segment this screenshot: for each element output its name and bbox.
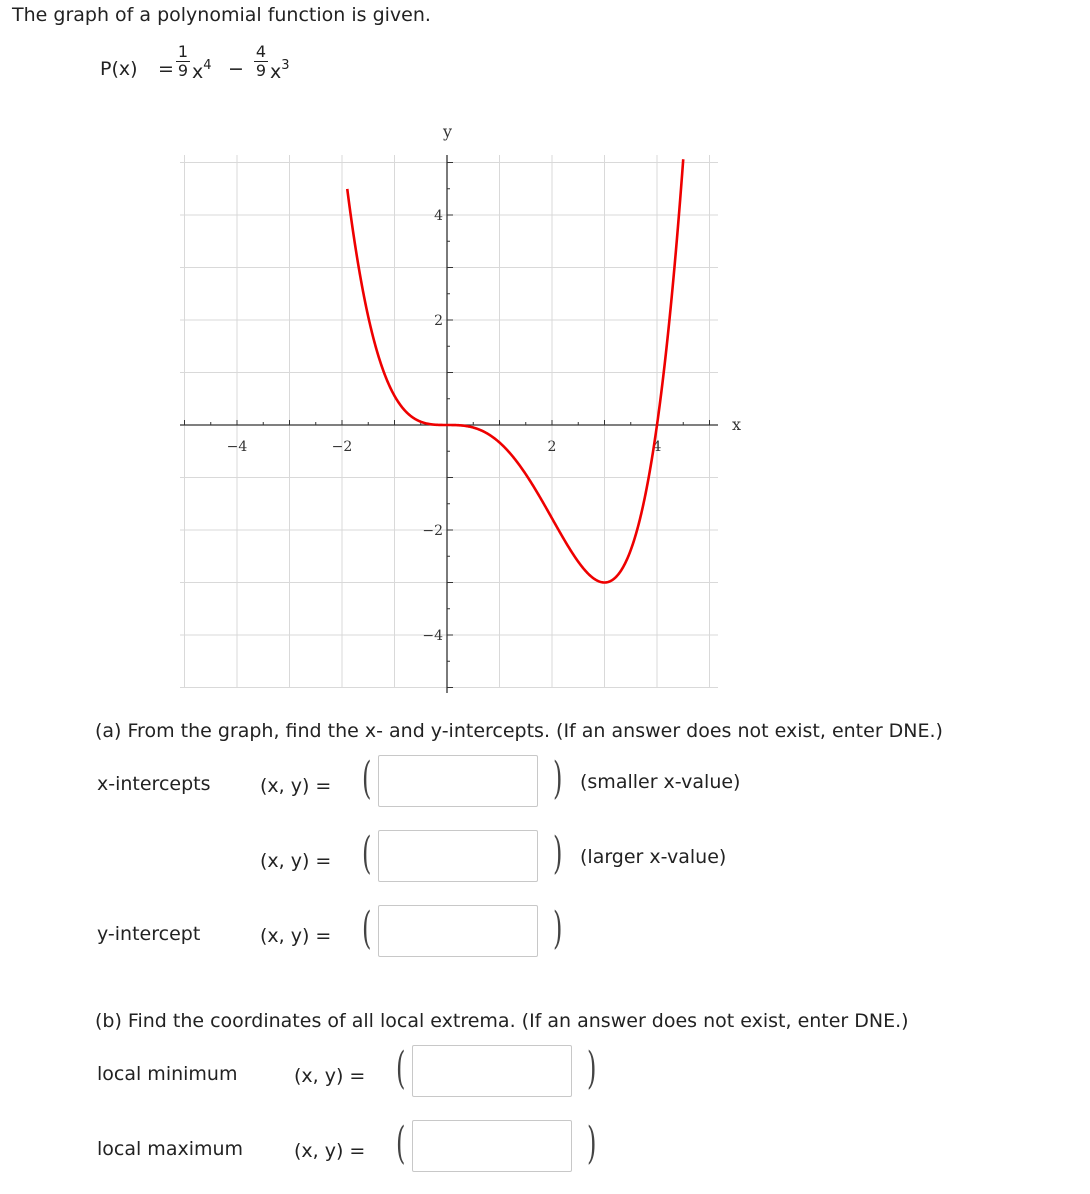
operator-minus: − <box>228 58 244 80</box>
fraction-2-numerator: 4 <box>255 42 267 61</box>
smaller-x-hint: (smaller x-value) <box>580 771 741 793</box>
fraction-1-denominator: 9 <box>177 61 189 80</box>
open-paren: ( <box>362 903 372 954</box>
y-intercept-input[interactable] <box>378 905 538 957</box>
y-tick-label: −2 <box>422 523 443 539</box>
x-axis-label: x <box>732 415 742 434</box>
polynomial-curve <box>347 159 683 582</box>
xy-label: (x, y) = <box>260 925 332 947</box>
local-maximum-label: local maximum <box>97 1138 244 1160</box>
close-paren: ) <box>587 1118 597 1169</box>
close-paren: ) <box>553 753 563 804</box>
fraction-1-numerator: 1 <box>177 42 189 61</box>
y-tick-label: 4 <box>434 208 443 224</box>
y-tick-label: −4 <box>422 628 443 644</box>
term-2-exponent: 3 <box>281 58 290 73</box>
fraction-2 <box>254 44 268 79</box>
y-axis-label: y <box>443 122 453 141</box>
xy-label: (x, y) = <box>260 775 332 797</box>
xy-label: (x, y) = <box>260 850 332 872</box>
x-intercept-larger-input[interactable] <box>378 830 538 882</box>
part-a-question: (a) From the graph, find the x- and y-intercepts. (If an answer does not exist, enter DNE.) <box>95 720 943 742</box>
close-paren: ) <box>553 828 563 879</box>
part-b-question: (b) Find the coordinates of all local extrema. (If an answer does not exist, enter DNE.) <box>95 1010 909 1032</box>
term-2-variable: x <box>270 61 282 83</box>
problem-intro: The graph of a polynomial function is given. <box>12 4 431 26</box>
larger-x-hint: (larger x-value) <box>580 846 727 868</box>
term-1 <box>192 58 212 83</box>
open-paren: ( <box>362 828 372 879</box>
x-tick-label: −2 <box>331 439 353 455</box>
local-minimum-input[interactable] <box>412 1045 572 1097</box>
graph-grid <box>180 155 718 688</box>
open-paren: ( <box>396 1118 406 1169</box>
y-tick-label: 2 <box>434 313 443 329</box>
x-tick-label: −4 <box>226 439 248 455</box>
function-lhs: P(x) <box>100 58 138 80</box>
x-intercepts-label: x-intercepts <box>97 773 211 795</box>
close-paren: ) <box>587 1043 597 1094</box>
xy-label: (x, y) = <box>294 1140 366 1162</box>
y-intercept-label: y-intercept <box>97 923 201 945</box>
x-tick-label: 2 <box>547 439 557 455</box>
local-minimum-label: local minimum <box>97 1063 238 1085</box>
fraction-2-denominator: 9 <box>255 61 267 80</box>
close-paren: ) <box>553 903 563 954</box>
x-tick-label: 4 <box>652 439 662 455</box>
term-1-variable: x <box>192 61 204 83</box>
term-2 <box>270 58 290 83</box>
fraction-1 <box>176 44 190 79</box>
polynomial-graph <box>170 115 742 705</box>
open-paren: ( <box>362 753 372 804</box>
local-maximum-input[interactable] <box>412 1120 572 1172</box>
x-intercept-smaller-input[interactable] <box>378 755 538 807</box>
open-paren: ( <box>396 1043 406 1094</box>
function-equals: = <box>158 58 174 80</box>
term-1-exponent: 4 <box>203 58 212 73</box>
xy-label: (x, y) = <box>294 1065 366 1087</box>
